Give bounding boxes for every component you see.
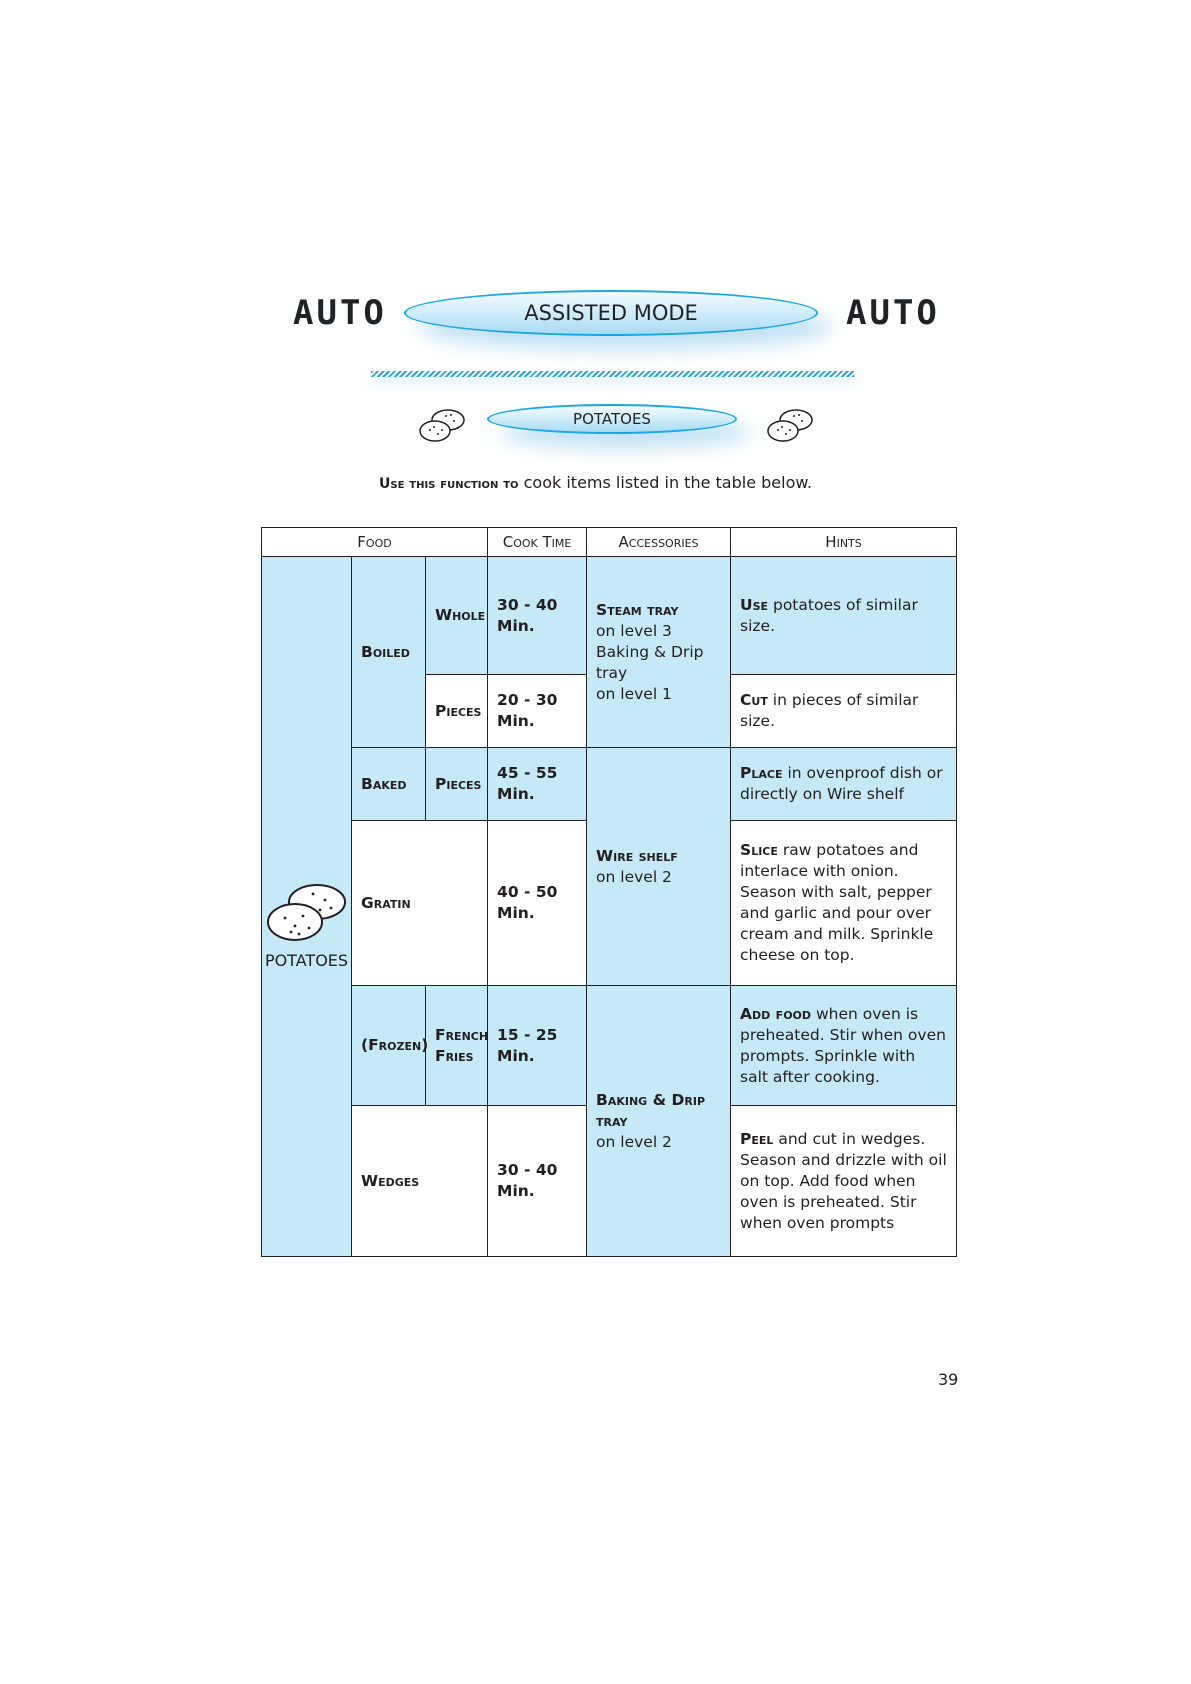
intro-rest: cook items listed in the table below. [518,473,813,492]
auto-left-label: AUTO [293,293,387,333]
drip-tray-accessory [587,986,731,1257]
wire-shelf-rest: on level 2 [596,867,672,886]
boiled-pieces-label: Pieces [426,675,488,748]
potato-icon [766,408,816,444]
hint-rest: in pieces of similar size. [740,691,919,730]
cooking-table [261,527,957,1257]
hint-rest: in ovenproof dish or directly on Wire shelf [740,764,943,803]
baked-label: Baked [352,748,426,821]
header-accessories: Accessories [587,528,731,557]
baked-hint [731,748,957,821]
baked-pieces-label: Pieces [426,748,488,821]
frozen-hint [731,986,957,1106]
steam-tray-line3: on level 1 [596,684,672,703]
boiled-pieces-time: 20 - 30 Min. [488,675,587,748]
french-fries-label: French Fries [426,986,488,1106]
potatoes-category-label: POTATOES [264,951,349,970]
hint-lead: Use [740,595,769,614]
potatoes-title: POTATOES [573,410,651,428]
frozen-label: (Frozen) [352,986,426,1106]
drip-tray-lead: Baking & Drip tray [596,1090,706,1130]
hint-lead: Peel [740,1129,774,1148]
boiled-whole-label: Whole [426,557,488,675]
intro-lead: Use this function to [379,476,519,492]
assisted-mode-title: ASSISTED MODE [524,301,698,325]
steam-tray-line1: on level 3 [596,621,672,640]
wire-shelf-accessory [587,748,731,986]
potatoes-category-cell [262,557,352,1257]
hint-lead: Place [740,764,783,782]
intro-text [379,473,812,492]
potato-icon [418,408,468,444]
potato-icon [265,882,349,944]
boiled-label: Boiled [352,557,426,748]
frozen-time: 15 - 25 Min. [488,986,587,1106]
gratin-label: Gratin [352,821,488,986]
wedges-label: Wedges [352,1106,488,1257]
page-number: 39 [938,1370,959,1389]
drip-tray-rest: on level 2 [596,1132,672,1151]
hatched-divider [371,371,854,377]
boiled-whole-hint [731,557,957,675]
hint-rest: raw potatoes and interlace with onion. Season with salt, pepper and garlic and pour over cream and milk. Sprinkle cheese on top. [740,841,934,964]
gratin-hint [731,821,957,986]
hint-rest: when oven is preheated. Stir when oven prompts. Sprinkle with salt after cooking. [740,1004,946,1086]
hint-lead: Add food [740,1004,812,1023]
wedges-time: 30 - 40 Min. [488,1106,587,1257]
hint-rest: potatoes of similar size. [740,595,918,635]
potatoes-banner [487,404,737,434]
header-hints: Hints [731,528,957,557]
boiled-whole-time: 30 - 40 Min. [488,557,587,675]
gratin-time: 40 - 50 Min. [488,821,587,986]
steam-tray-accessory [587,557,731,748]
auto-right-label: AUTO [846,293,940,333]
header-food: Food [262,528,488,557]
hint-lead: Cut [740,691,768,709]
baked-time: 45 - 55 Min. [488,748,587,821]
header-cook-time: Cook Time [488,528,587,557]
boiled-pieces-hint [731,675,957,748]
steam-tray-line2: Baking & Drip tray [596,642,704,682]
wire-shelf-lead: Wire shelf [596,846,678,865]
hint-rest: and cut in wedges. Season and drizzle with oil on top. Add food when oven is preheated. Stir when oven prompts [740,1129,947,1232]
wedges-hint [731,1106,957,1257]
steam-tray-lead: Steam tray [596,600,679,619]
hint-lead: Slice [740,841,778,859]
assisted-mode-banner [404,290,818,336]
